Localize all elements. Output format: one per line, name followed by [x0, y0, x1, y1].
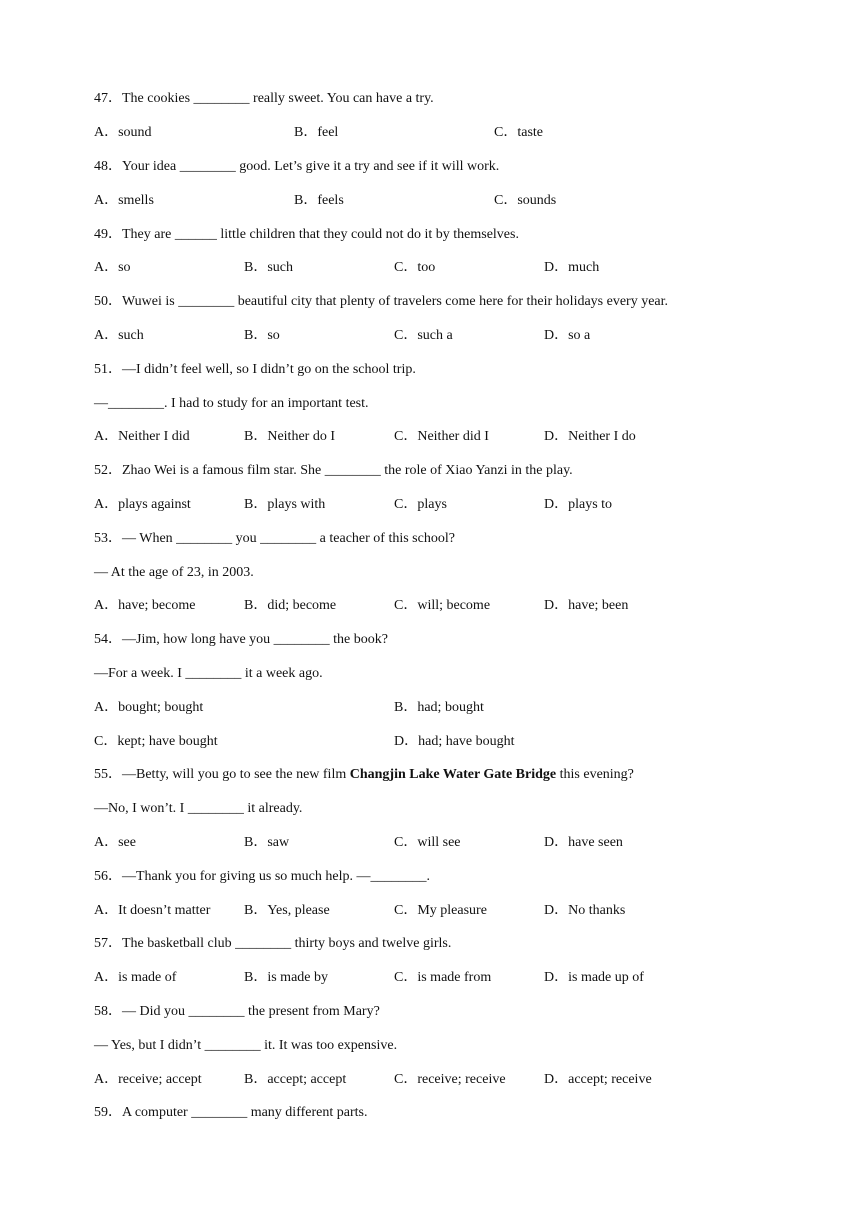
question-58-option-a: A．receive; accept — [94, 1072, 202, 1087]
question-56-option-c: C．My pleasure — [394, 903, 487, 918]
question-47-option-c: C．taste — [494, 125, 543, 140]
question-49-option-d: D．much — [544, 260, 600, 275]
question-51-option-c: C．Neither did I — [394, 429, 489, 444]
question-54-option-a: A．bought; bought — [94, 700, 204, 715]
question-55-reply: —No, I won’t. I ________ it already. — [94, 801, 303, 816]
question-47-option-a: A．sound — [94, 125, 152, 140]
question-50-option-d: D．so a — [544, 328, 591, 343]
question-49-stem: 49．They are ______ little children that they could not do it by themselves. — [94, 227, 519, 242]
question-58-reply: — Yes, but I didn’t ________ it. It was too expensive. — [94, 1038, 398, 1053]
question-50-option-c: C．such a — [394, 328, 453, 343]
question-59-stem: 59．A computer ________ many different parts. — [94, 1105, 368, 1120]
question-55-option-a: A．see — [94, 835, 136, 850]
question-58-option-b: B．accept; accept — [244, 1072, 347, 1087]
question-50-option-a: A．such — [94, 328, 144, 343]
question-53-option-c: C．will; become — [394, 598, 491, 613]
question-55-stem-start: 55．—Betty, will you go to see the new film — [94, 767, 350, 782]
question-58-stem: 58．— Did you ________ the present from Mary? — [94, 1004, 380, 1019]
question-54-stem: 54．—Jim, how long have you ________ the book? — [94, 632, 388, 647]
question-51-option-b: B．Neither do I — [244, 429, 335, 444]
question-49-option-b: B．such — [244, 260, 293, 275]
question-53-option-b: B．did; become — [244, 598, 337, 613]
question-55-stem-end: this evening? — [556, 767, 634, 782]
question-58-option-c: C．receive; receive — [394, 1072, 506, 1087]
question-58-option-d: D．accept; receive — [544, 1072, 652, 1087]
question-57-option-b: B．is made by — [244, 970, 328, 985]
question-57-stem: 57．The basketball club ________ thirty boys and twelve girls. — [94, 936, 452, 951]
question-52-option-b: B．plays with — [244, 497, 326, 512]
question-53-stem: 53．— When ________ you ________ a teacher of this school? — [94, 531, 455, 546]
question-51-option-d: D．Neither I do — [544, 429, 636, 444]
question-50-stem: 50．Wuwei is ________ beautiful city that plenty of travelers come here for their holidays every year. — [94, 294, 669, 309]
question-56-option-b: B．Yes, please — [244, 903, 330, 918]
question-52-stem: 52．Zhao Wei is a famous film star. She ________ the role of Xiao Yanzi in the play. — [94, 463, 573, 478]
question-52-option-a: A．plays against — [94, 497, 191, 512]
question-53-option-a: A．have; become — [94, 598, 196, 613]
question-53-option-d: D．have; been — [544, 598, 629, 613]
question-48-option-c: C．sounds — [494, 193, 557, 208]
question-47-stem: 47．The cookies ________ really sweet. You can have a try. — [94, 91, 434, 106]
question-48-option-a: A．smells — [94, 193, 154, 208]
question-51-stem: 51．—I didn’t feel well, so I didn’t go on the school trip. — [94, 362, 416, 377]
question-55-option-b: B．saw — [244, 835, 290, 850]
question-48-option-b: B．feels — [294, 193, 344, 208]
question-54-option-c: C．kept; have bought — [94, 734, 218, 749]
question-54-option-d: D．had; have bought — [394, 734, 515, 749]
question-55-stem — [94, 766, 634, 784]
question-57-option-d: D．is made up of — [544, 970, 644, 985]
question-56-option-a: A．It doesn’t matter — [94, 903, 211, 918]
question-56-option-d: D．No thanks — [544, 903, 626, 918]
question-57-option-a: A．is made of — [94, 970, 177, 985]
question-56-stem: 56．—Thank you for giving us so much help. —________. — [94, 869, 430, 884]
question-48-stem: 48．Your idea ________ good. Let’s give it a try and see if it will work. — [94, 159, 500, 174]
question-51-option-a: A．Neither I did — [94, 429, 190, 444]
question-57-option-c: C．is made from — [394, 970, 492, 985]
question-50-option-b: B．so — [244, 328, 280, 343]
question-52-option-d: D．plays to — [544, 497, 613, 512]
question-53-reply: — At the age of 23, in 2003. — [94, 565, 254, 580]
question-47-option-b: B．feel — [294, 125, 339, 140]
question-54-reply: —For a week. I ________ it a week ago. — [94, 666, 323, 681]
question-52-option-c: C．plays — [394, 497, 447, 512]
question-55-option-d: D．have seen — [544, 835, 623, 850]
question-55-film-title: Changjin Lake Water Gate Bridge — [349, 767, 557, 782]
question-55-option-c: C．will see — [394, 835, 461, 850]
question-49-option-c: C．too — [394, 260, 436, 275]
question-51-reply: —________. I had to study for an important test. — [94, 396, 369, 411]
question-49-option-a: A．so — [94, 260, 131, 275]
question-54-option-b: B．had; bought — [394, 700, 484, 715]
